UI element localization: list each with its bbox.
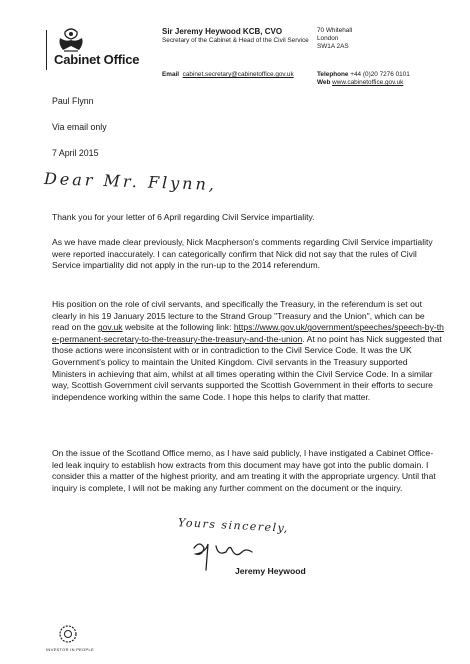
address-line: 70 Whitehall bbox=[317, 27, 353, 34]
body-paragraph-2 bbox=[52, 237, 444, 272]
telephone-number: +44 (0)20 7276 0101 bbox=[350, 71, 410, 78]
signatory-name: Jeremy Heywood bbox=[235, 566, 306, 576]
investor-in-people-logo-icon bbox=[58, 624, 78, 644]
letter-date: 7 April 2015 bbox=[52, 148, 99, 158]
telephone-label: Telephone bbox=[317, 71, 349, 78]
sender-contact bbox=[317, 71, 410, 87]
paragraph-text-part: His position on the role of civil servants, and specifically the Treasury, in the referendum is set out clearly in his 19 January 2015 lecture to the Strand Group "Treasury and the Union", which can be read on the bbox=[52, 299, 425, 333]
web-link[interactable]: www.cabinetoffice.gov.uk bbox=[332, 79, 404, 86]
body-paragraph-3 bbox=[52, 299, 444, 403]
sender-address bbox=[317, 27, 352, 51]
org-name: Cabinet Office bbox=[54, 52, 140, 67]
sender-email bbox=[162, 71, 294, 78]
letterhead-divider bbox=[46, 30, 47, 70]
paragraph-text: On the issue of the Scotland Office memo, as I have said publicly, I have instigated a Cabinet Office-led leak inquiry to establish how extracts from this document may have got into the public domain. I consider this a matter of the highest priority, and am treating it with the appropriate urgency. Until that inquiry is complete, I will not be making any further comment on the document or the inquiry. bbox=[52, 448, 436, 493]
address-line: SW1A 2AS bbox=[317, 43, 349, 50]
speech-url-link[interactable]: https://www.gov.uk/government/speeches/speech-by-the-permanent-secretary-to-the-treasury-the-treasury-and-the-union bbox=[52, 322, 444, 344]
web-line bbox=[317, 79, 410, 87]
royal-crest-icon bbox=[54, 24, 88, 54]
address-line: London bbox=[317, 35, 339, 42]
telephone-line bbox=[317, 71, 410, 79]
paragraph-text: As we have made clear previously, Nick Macpherson's comments regarding Civil Service impartiality were reported inaccurately. I can categorically confirm that Nick did not say that the rules of Civil Service impartiality did not apply in the run-up to the 2014 referendum. bbox=[52, 237, 433, 271]
govuk-link[interactable]: gov.uk bbox=[97, 322, 123, 333]
sender-role: Secretary of the Cabinet & Head of the Civil Service bbox=[162, 37, 309, 44]
body-paragraph-4 bbox=[52, 448, 444, 494]
delivery-method: Via email only bbox=[52, 122, 107, 132]
recipient-name: Paul Flynn bbox=[52, 96, 94, 106]
paragraph-text-part: website at the following link: bbox=[122, 322, 234, 333]
web-label: Web bbox=[317, 79, 331, 86]
investor-in-people-label: INVESTOR IN PEOPLE bbox=[46, 647, 95, 652]
body-paragraph-1 bbox=[52, 212, 444, 224]
paragraph-text-part: . At no point has Nick suggested that those actions were inconsistent with or in contradiction to the Civil Service Code. It was the UK Government's policy to maintain the United Kingdom. Civil servants in the Treasury supported Ministers in achieving that aim, whilst at all times operating within the Civil Service Code. In a similar way, Scottish Government civil servants supported the Scottish Government in their efforts to secure independence working within the same Code. I hope this helps to clarify that matter. bbox=[52, 333, 442, 402]
handwritten-closing: Yours sincerely, bbox=[177, 516, 290, 535]
paragraph-text: Thank you for your letter of 6 April regarding Civil Service impartiality. bbox=[52, 212, 315, 222]
email-label: Email bbox=[162, 71, 180, 78]
paragraph-text bbox=[52, 299, 444, 403]
sender-name: Sir Jeremy Heywood KCB, CVO bbox=[162, 27, 283, 36]
email-link[interactable]: cabinet.secretary@cabinetoffice.gov.uk bbox=[182, 71, 294, 78]
handwritten-salutation: Dear Mr. Flynn, bbox=[43, 168, 218, 195]
